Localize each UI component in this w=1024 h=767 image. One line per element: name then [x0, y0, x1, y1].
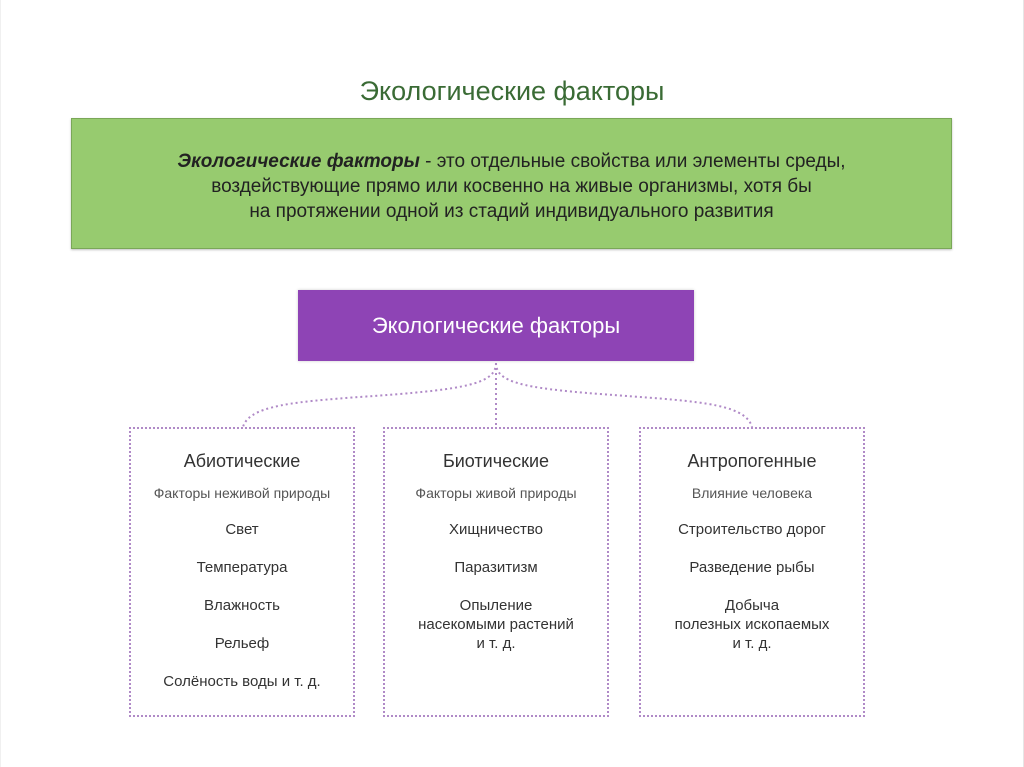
- definition-text-line-2: воздействующие прямо или косвенно на живые организмы, хотя бы: [211, 176, 812, 197]
- category-anthropogenic: [639, 427, 865, 717]
- category-item-list: [641, 520, 863, 653]
- category-item: Рельеф: [214, 635, 270, 652]
- connector-left: [243, 363, 496, 427]
- category-item: Добыча полезных ископаемых и т. д.: [674, 597, 830, 652]
- category-item: Строительство дорог: [678, 521, 826, 538]
- category-item-list: [131, 520, 353, 691]
- category-biotic: [383, 427, 609, 717]
- diagram-root-node: Экологические факторы: [298, 290, 694, 361]
- category-item: Температура: [196, 559, 288, 576]
- connector-right: [496, 363, 752, 427]
- category-item: Опыление насекомыми растений и т. д.: [418, 597, 574, 652]
- definition-term: Экологические факторы: [177, 151, 420, 172]
- category-subtitle: Факторы живой природы: [415, 485, 577, 501]
- category-item: Разведение рыбы: [689, 559, 815, 576]
- category-item: Свет: [225, 521, 259, 538]
- category-item: Хищничество: [448, 521, 544, 538]
- category-abiotic: [129, 427, 355, 717]
- category-item: Паразитизм: [454, 559, 538, 576]
- category-heading: Биотические: [442, 451, 550, 471]
- definition-text-line-1: - это отдельные свойства или элементы среды,: [419, 151, 846, 172]
- category-item: Солёность воды и т. д.: [163, 673, 321, 690]
- category-item: Влажность: [204, 597, 280, 614]
- category-heading: Абиотические: [183, 451, 301, 471]
- page-title: Экологические факторы: [359, 76, 665, 106]
- category-subtitle: Факторы неживой природы: [153, 485, 331, 501]
- category-item-list: [385, 520, 607, 653]
- category-subtitle: Влияние человека: [691, 485, 813, 501]
- definition-text-line-3: на протяжении одной из стадий индивидуального развития: [249, 201, 774, 222]
- category-heading: Антропогенные: [687, 451, 817, 471]
